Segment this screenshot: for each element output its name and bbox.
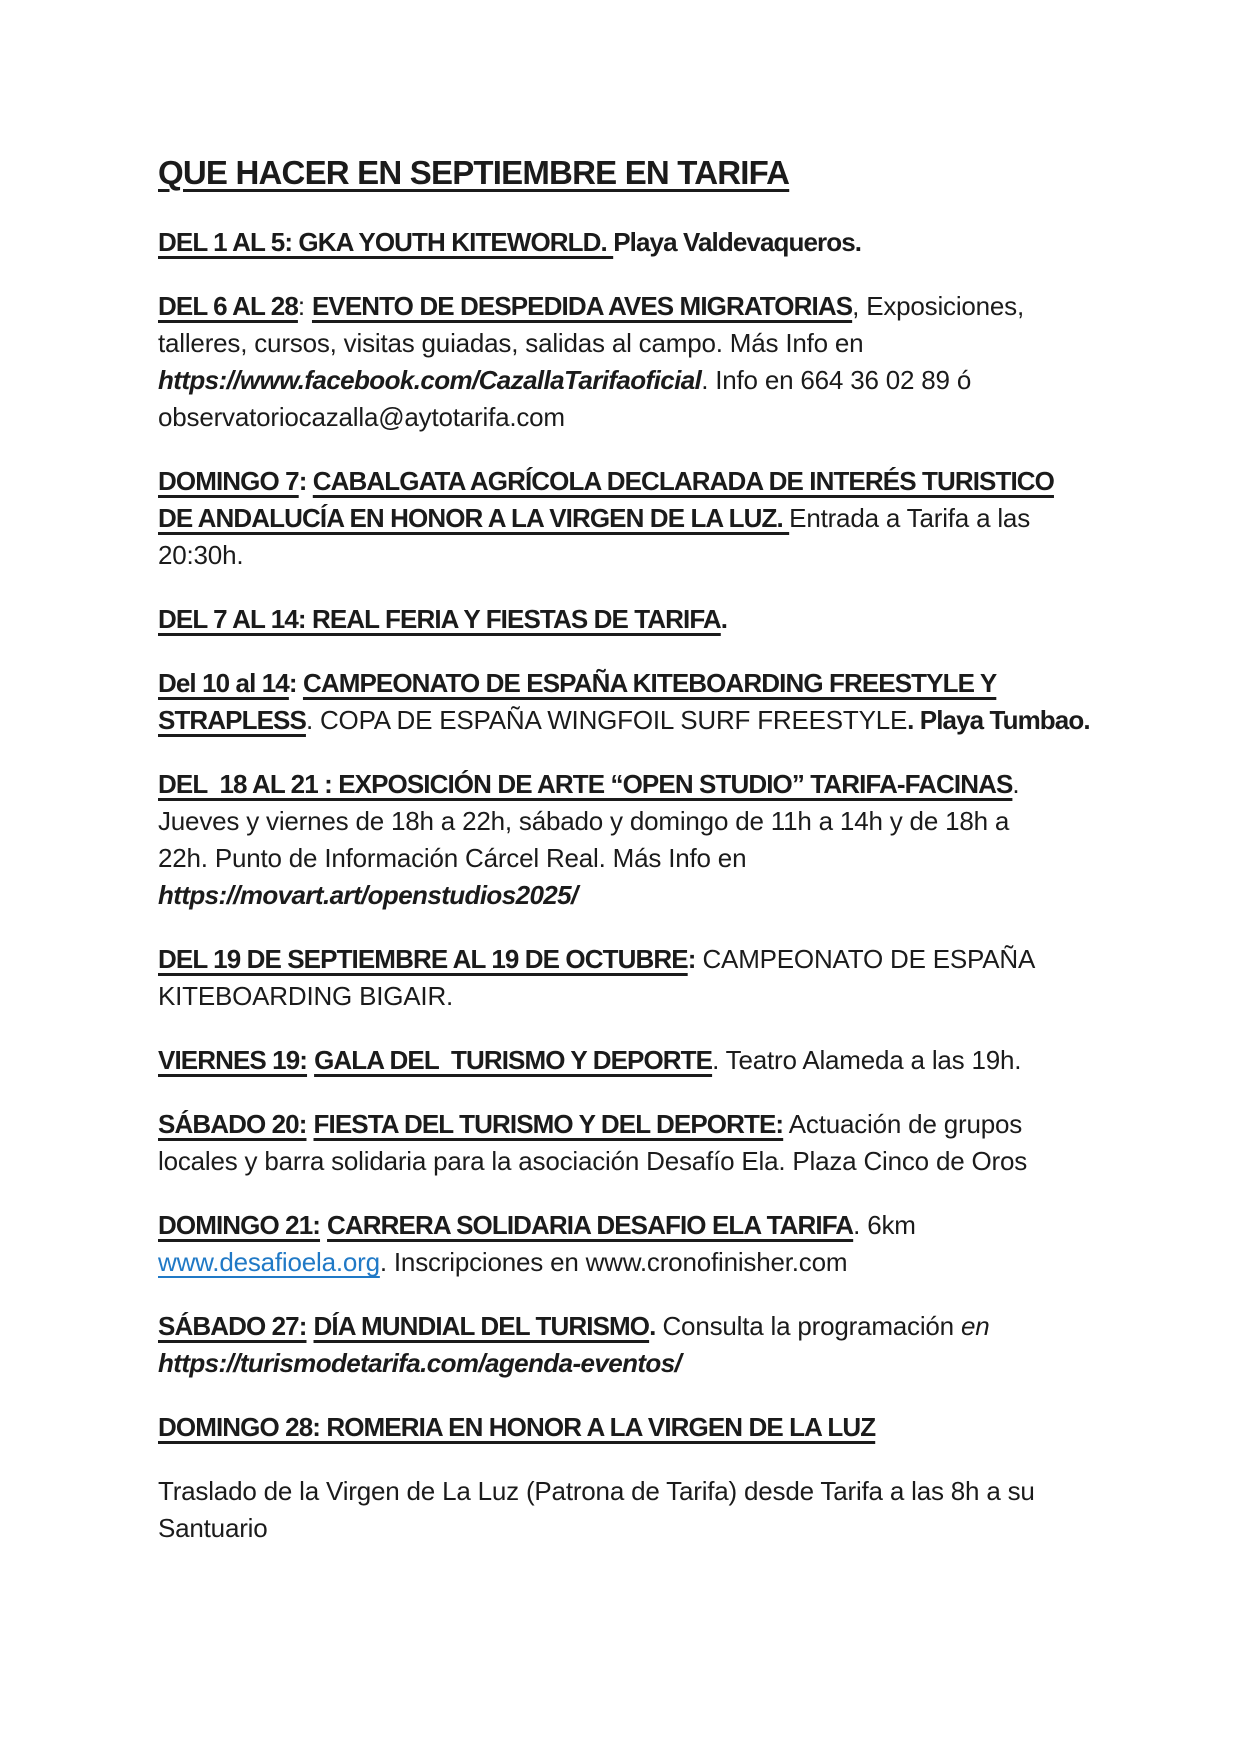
text-line [158, 224, 1211, 261]
heading-text: DOMINGO 7 [158, 466, 299, 496]
event-paragraph [158, 941, 1211, 1015]
event-paragraph [158, 1308, 1211, 1382]
text-line [158, 1345, 1211, 1382]
text-line [158, 1106, 1211, 1143]
heading-text: SÁBADO 20: [158, 1109, 307, 1139]
text-segment: . Info en 664 36 02 89 ó [701, 365, 972, 395]
text-line [158, 1244, 1211, 1281]
heading-text: Del 10 al 14 [158, 668, 289, 698]
text-segment: 20:30h. [158, 540, 244, 570]
heading-text: DEL 6 AL 28 [158, 291, 298, 321]
heading-text: STRAPLESS [158, 705, 306, 735]
text-segment: Traslado de la Virgen de La Luz (Patrona de Tarifa) desde Tarifa a las 8h a su [158, 1476, 1035, 1506]
event-paragraph [158, 1473, 1211, 1547]
event-paragraph [158, 766, 1211, 914]
text-segment: Entrada a Tarifa a las [789, 503, 1030, 533]
text-line [158, 766, 1211, 803]
event-paragraph [158, 665, 1211, 739]
heading-text: SÁBADO 27: [158, 1311, 307, 1341]
text-segment: . 6km [853, 1210, 916, 1240]
heading-text: EVENTO DE DESPEDIDA AVES MIGRATORIAS [311, 291, 853, 321]
text-segment: . COPA DE ESPAÑA WINGFOIL SURF FREESTYLE [305, 705, 908, 735]
text-line [158, 1207, 1211, 1244]
text-line [158, 1510, 1211, 1547]
hyperlink[interactable]: www.desafioela.org [158, 1247, 380, 1277]
heading-text: DEL 19 DE SEPTIEMBRE AL 19 DE OCTUBRE [158, 944, 688, 974]
event-paragraph [158, 1207, 1211, 1281]
text-segment: . [649, 1311, 656, 1341]
heading-text: DOMINGO 28: ROMERIA EN HONOR A LA VIRGEN DE LA LUZ [158, 1412, 876, 1442]
text-segment: : [297, 291, 312, 321]
text-line [158, 463, 1211, 500]
text-segment: Actuación de grupos [783, 1109, 1023, 1139]
heading-text: VIERNES 19: [158, 1045, 308, 1075]
heading-text: DEL 7 AL 14: REAL FERIA Y FIESTAS DE TARIFA [158, 604, 721, 634]
text-segment: observatoriocazalla@aytotarifa.com [158, 402, 565, 432]
heading-text: CABALGATA AGRÍCOLA DECLARADA DE INTERÉS TURISTICO [312, 466, 1054, 496]
text-segment: . [1012, 769, 1020, 799]
text-line [158, 702, 1211, 739]
heading-text: FIESTA DEL TURISMO Y DEL DEPORTE: [313, 1109, 784, 1139]
text-segment [306, 1311, 313, 1341]
text-line [158, 978, 1211, 1015]
text-line [158, 1042, 1211, 1079]
text-segment [306, 1109, 313, 1139]
heading-text: DÍA MUNDIAL DEL TURISMO [313, 1311, 650, 1341]
event-paragraph [158, 224, 1211, 261]
text-line [158, 1143, 1211, 1180]
text-segment: en [960, 1311, 990, 1341]
heading-text: DOMINGO 21: [158, 1210, 321, 1240]
text-line [158, 803, 1211, 840]
text-line [158, 362, 1211, 399]
document-body [158, 224, 1211, 1547]
text-segment: https://turismodetarifa.com/agenda-eventos/ [158, 1348, 682, 1378]
text-line [158, 325, 1211, 362]
text-line [158, 399, 1211, 436]
text-line [158, 877, 1211, 914]
text-segment: locales y barra solidaria para la asociación Desafío Ela. Plaza Cinco de Oros [158, 1146, 1028, 1176]
text-line [158, 840, 1211, 877]
text-line [158, 288, 1211, 325]
event-paragraph [158, 601, 1211, 638]
text-line [158, 1409, 1211, 1446]
text-line [158, 537, 1211, 574]
text-segment: . Playa Tumbao. [907, 705, 1090, 735]
page-title: QUE HACER EN SEPTIEMBRE EN TARIFA [158, 154, 790, 191]
text-line [158, 601, 1211, 638]
text-segment: : [687, 944, 696, 974]
text-segment: . [720, 604, 728, 634]
document-content [158, 152, 1211, 1574]
text-segment: CAMPEONATO DE ESPAÑA [695, 944, 1036, 974]
text-segment [320, 1210, 327, 1240]
text-segment: KITEBOARDING BIGAIR. [158, 981, 454, 1011]
event-paragraph [158, 1042, 1211, 1079]
text-line [158, 941, 1211, 978]
heading-text: CARRERA SOLIDARIA DESAFIO ELA TARIFA [327, 1210, 854, 1240]
text-line [158, 1308, 1211, 1345]
text-segment: Santuario [158, 1513, 268, 1543]
event-paragraph [158, 463, 1211, 574]
text-segment: 22h. Punto de Información Cárcel Real. Más Info en [158, 843, 747, 873]
text-line [158, 665, 1211, 702]
text-line [158, 1473, 1211, 1510]
text-segment: https://www.facebook.com/CazallaTarifaoficial [158, 365, 702, 395]
event-paragraph [158, 288, 1211, 436]
heading-text: DEL 1 AL 5: GKA YOUTH KITEWORLD. [158, 227, 614, 257]
text-segment: , Exposiciones, [852, 291, 1025, 321]
text-segment: : [288, 668, 303, 698]
heading-text: DE ANDALUCÍA EN HONOR A LA VIRGEN DE LA LUZ. [158, 503, 790, 533]
text-segment: https://movart.art/openstudios2025/ [158, 880, 578, 910]
heading-text: CAMPEONATO DE ESPAÑA KITEBOARDING FREESTYLE Y [302, 668, 997, 698]
text-segment: . Inscripciones en www.cronofinisher.com [379, 1247, 848, 1277]
text-line [158, 500, 1211, 537]
heading-text: DEL 18 AL 21 : EXPOSICIÓN DE ARTE “OPEN STUDIO” TARIFA-FACINAS [158, 769, 1013, 799]
text-segment: Jueves y viernes de 18h a 22h, sábado y domingo de 11h a 14h y de 18h a [158, 806, 1010, 836]
heading-text: GALA DEL TURISMO Y DEPORTE [314, 1045, 713, 1075]
text-segment: Consulta la programación [655, 1311, 961, 1341]
text-segment: Playa Valdevaqueros. [613, 227, 862, 257]
event-paragraph [158, 1106, 1211, 1180]
event-paragraph [158, 1409, 1211, 1446]
text-segment: : [298, 466, 313, 496]
text-segment: talleres, cursos, visitas guiadas, salidas al campo. Más Info en [158, 328, 864, 358]
text-segment: . Teatro Alameda a las 19h. [712, 1045, 1022, 1075]
